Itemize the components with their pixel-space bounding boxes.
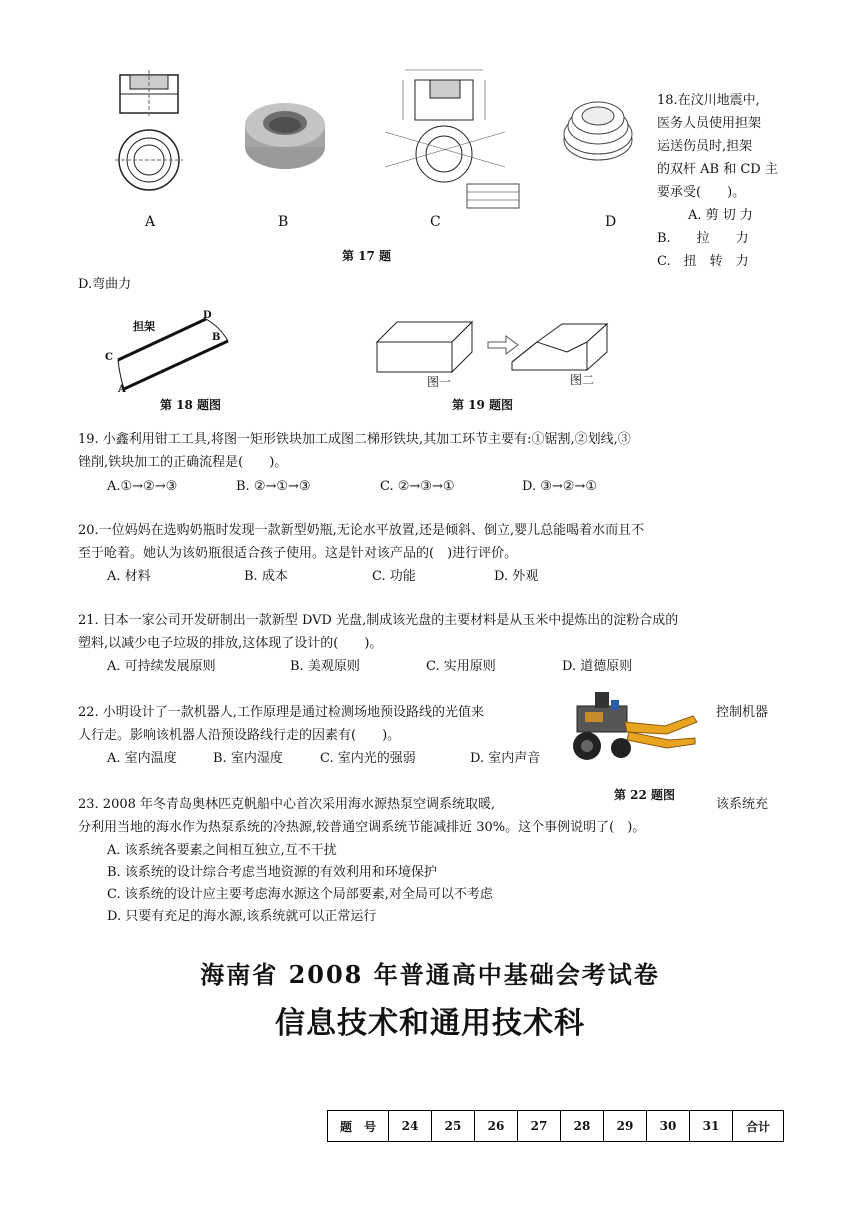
q23-option-a: A. 该系统各要素之间相互独立,互不干扰 xyxy=(107,843,337,858)
q21-line-2: 塑料,以减少电子垃圾的排放,这体现了设计的( )。 xyxy=(78,636,383,651)
fig19-label-1: 图一 xyxy=(427,375,452,389)
fig17-label-c: C xyxy=(430,214,441,230)
q18-option-d: D.弯曲力 xyxy=(78,277,132,292)
q18-line-4: 的双杆 AB 和 CD 主 xyxy=(657,162,778,177)
q22-line-1-end: 控制机器 xyxy=(716,705,769,720)
q20-line-1: 20.一位妈妈在选购奶瓶时发现一款新型奶瓶,无论水平放置,还是倾斜、倒立,婴儿总能喝着水而且不 xyxy=(78,523,645,538)
score-cell: 29 xyxy=(604,1111,647,1142)
score-cell-total: 合计 xyxy=(733,1111,784,1142)
fig18-point-d: D xyxy=(203,310,212,321)
q21-option-d: D. 道德原则 xyxy=(562,659,633,674)
q21-line-1: 21. 日本一家公司开发研制出一款新型 DVD 光盘,制成该光盘的主要材料是从玉米中提炼出的淀粉合成的 xyxy=(78,613,679,628)
q18-line-2: 医务人员使用担架 xyxy=(657,116,762,131)
q19-option-b: B. ②→①→③ xyxy=(236,479,311,494)
q20-option-d: D. 外观 xyxy=(494,569,539,584)
q23-option-b: B. 该系统的设计综合考虑当地资源的有效利用和环境保护 xyxy=(107,865,437,880)
fig19-label-2: 图二 xyxy=(570,373,595,387)
q18-line-3: 运送伤员时,担架 xyxy=(657,139,753,154)
q23-line-1: 23. 2008 年冬青岛奥林匹克帆船中心首次采用海水源热泵空调系统取暖, xyxy=(78,797,496,812)
fig18-caption: 第 18 题图 xyxy=(160,398,222,412)
q19-option-d: D. ③→②→① xyxy=(522,479,597,494)
q22-option-d: D. 室内声音 xyxy=(470,751,541,766)
q22-option-a: A. 室内温度 xyxy=(107,751,177,766)
score-cell: 27 xyxy=(518,1111,561,1142)
fig18-point-b: B xyxy=(212,332,221,343)
q21-option-a: A. 可持续发展原则 xyxy=(107,659,216,674)
q18-option-c: C. 扭 转 力 xyxy=(657,254,749,269)
q23-option-c: C. 该系统的设计应主要考虑海水源这个局部要素,对全局可以不考虑 xyxy=(107,887,493,902)
fig18-stretcher-label: 担架 xyxy=(133,320,155,333)
score-cell: 28 xyxy=(561,1111,604,1142)
fig18-point-c: C xyxy=(105,352,113,363)
q20-option-a: A. 材料 xyxy=(107,569,151,584)
score-cell: 30 xyxy=(647,1111,690,1142)
q18-line-1: 18.在汶川地震中, xyxy=(657,93,760,108)
score-cell: 25 xyxy=(432,1111,475,1142)
q19-line-1: 19. 小鑫利用钳工工具,将图一矩形铁块加工成图二梯形铁块,其加工环节主要有:①锯割,②划线,③ xyxy=(78,432,631,447)
fig17-label-b: B xyxy=(278,214,289,230)
q23-line-2: 分利用当地的海水作为热泵系统的冷热源,较普通空调系统节能减排近 30%。这个事例说明了( )。 xyxy=(78,820,646,835)
q21-option-b: B. 美观原则 xyxy=(290,659,360,674)
fig18-point-a: A xyxy=(118,384,126,395)
q19-option-c: C. ②→③→① xyxy=(380,479,455,494)
exam-title: 海南省 2008 年普通高中基础会考试卷 xyxy=(200,960,660,989)
q19-line-2: 锉削,铁块加工的正确流程是( )。 xyxy=(78,455,288,470)
fig17-caption: 第 17 题 xyxy=(342,249,392,263)
q18-line-5: 要承受( )。 xyxy=(657,185,746,200)
q18-option-b: B. 拉 力 xyxy=(657,231,749,246)
fig22-caption: 第 22 题图 xyxy=(614,788,676,802)
score-cell: 31 xyxy=(690,1111,733,1142)
q23-line-1-end: 该系统充 xyxy=(716,797,769,812)
q20-option-b: B. 成本 xyxy=(244,569,288,584)
q22-option-c: C. 室内光的强弱 xyxy=(320,751,416,766)
score-cell: 26 xyxy=(475,1111,518,1142)
exam-subject: 信息技术和通用技术科 xyxy=(275,1006,585,1041)
q23-option-d: D. 只要有充足的海水源,该系统就可以正常运行 xyxy=(107,909,377,924)
score-cell: 24 xyxy=(389,1111,432,1142)
fig19-caption: 第 19 题图 xyxy=(452,398,514,412)
q22-line-2: 人行走。影响该机器人沿预设路线行走的因素有( )。 xyxy=(78,728,401,743)
q22-option-b: B. 室内湿度 xyxy=(213,751,283,766)
q21-option-c: C. 实用原则 xyxy=(426,659,496,674)
score-table xyxy=(327,1110,784,1142)
table-row xyxy=(328,1111,784,1142)
q20-option-c: C. 功能 xyxy=(372,569,416,584)
score-cell-header: 题 号 xyxy=(328,1111,389,1142)
q18-option-a: A. 剪 切 力 xyxy=(688,208,753,223)
fig17-label-d: D xyxy=(605,214,617,230)
fig17-label-a: A xyxy=(145,214,156,230)
q19-option-a: A.①→②→③ xyxy=(107,479,178,494)
q22-line-1: 22. 小明设计了一款机器人,工作原理是通过检测场地预设路线的光值来 xyxy=(78,705,484,720)
q20-line-2: 至于呛着。她认为该奶瓶很适合孩子使用。这是针对该产品的( )进行评价。 xyxy=(78,546,518,561)
